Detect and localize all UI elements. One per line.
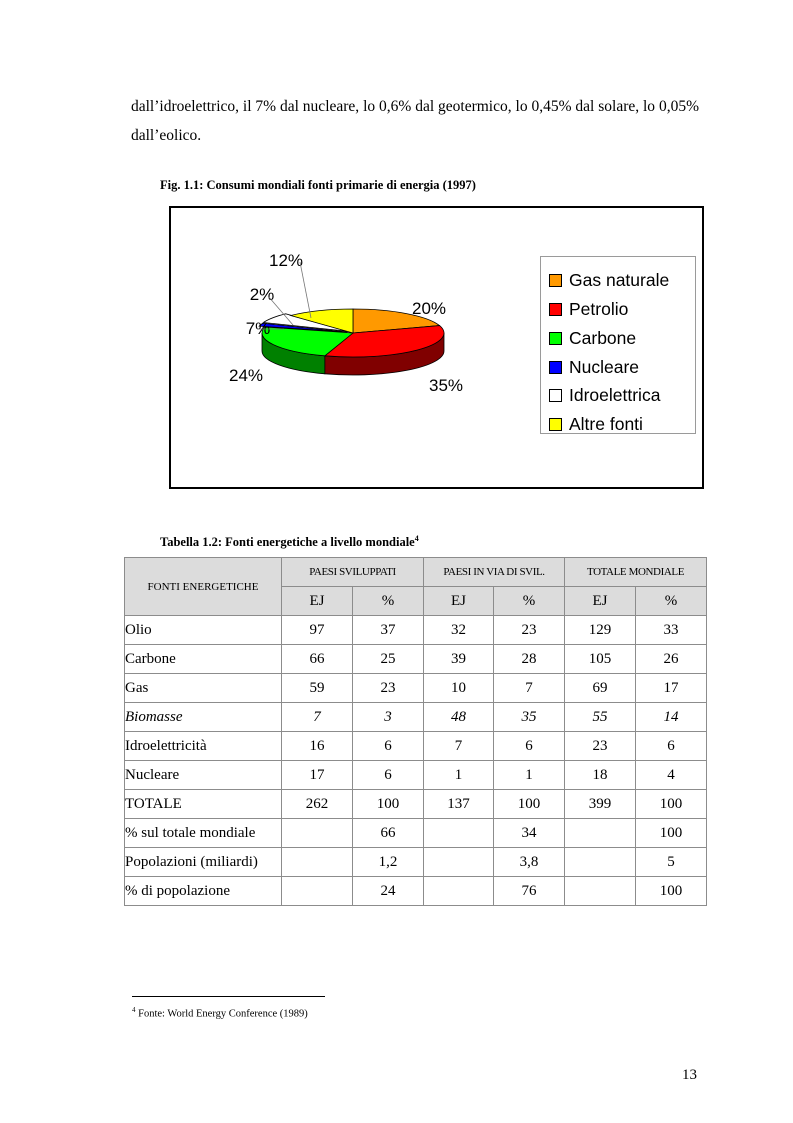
- table-cell: 1,2: [353, 848, 424, 877]
- table-cell: 66: [353, 819, 424, 848]
- table-row: [125, 703, 707, 732]
- pie-leader-line: [300, 262, 311, 318]
- table-cell: 69: [565, 674, 636, 703]
- table-cell: 7: [494, 674, 565, 703]
- table-caption: [160, 534, 419, 550]
- unit-header: %: [494, 587, 565, 616]
- table-cell: 100: [636, 819, 707, 848]
- table-cell: 3: [353, 703, 424, 732]
- legend-item-gas-naturale: [549, 267, 669, 293]
- table-cell: 66: [282, 645, 353, 674]
- row-label: Olio: [125, 616, 282, 645]
- body-paragraph: dall’idroelettrico, il 7% dal nucleare, lo 0,6% dal geotermico, lo 0,45% dal solare, lo 0,05% dall’eolico.: [131, 98, 699, 144]
- footnote: [132, 1006, 308, 1020]
- footnote-ref: 4: [414, 534, 419, 543]
- row-label: Carbone: [125, 645, 282, 674]
- table-row: [125, 645, 707, 674]
- table-cell: 7: [424, 732, 494, 761]
- unit-header: EJ: [424, 587, 494, 616]
- table-row: [125, 819, 707, 848]
- table-cell: 25: [353, 645, 424, 674]
- energy-table: [124, 557, 707, 906]
- table-cell: [565, 877, 636, 906]
- row-label: TOTALE: [125, 790, 282, 819]
- unit-header: %: [353, 587, 424, 616]
- group-header: PAESI SVILUPPATI: [282, 558, 424, 587]
- table-cell: 97: [282, 616, 353, 645]
- legend-label: Nucleare: [569, 356, 640, 377]
- table-cell: 17: [282, 761, 353, 790]
- pie-chart: [169, 206, 704, 489]
- footnote-marker: 4: [132, 1006, 136, 1014]
- table-cell: 14: [636, 703, 707, 732]
- table-row: [125, 848, 707, 877]
- unit-header: %: [636, 587, 707, 616]
- figure-caption: Fig. 1.1: Consumi mondiali fonti primarie di energia (1997): [160, 178, 476, 192]
- group-header: TOTALE MONDIALE: [565, 558, 707, 587]
- table-cell: 23: [565, 732, 636, 761]
- table-cell: 5: [636, 848, 707, 877]
- table-cell: [424, 877, 494, 906]
- legend-swatch: [549, 332, 562, 345]
- table-cell: 129: [565, 616, 636, 645]
- table-cell: 6: [494, 732, 565, 761]
- legend-label: Petrolio: [569, 298, 629, 319]
- table-cell: 24: [353, 877, 424, 906]
- table-cell: [282, 819, 353, 848]
- legend-swatch: [549, 389, 562, 402]
- table-cell: [424, 848, 494, 877]
- row-header: FONTI ENERGETICHE: [125, 558, 282, 616]
- legend-item-carbone: [549, 325, 636, 351]
- legend-label: Gas naturale: [569, 269, 670, 290]
- table-cell: 100: [494, 790, 565, 819]
- table-cell: 399: [565, 790, 636, 819]
- legend-item-idroelettrica: [549, 382, 660, 408]
- table-cell: [565, 848, 636, 877]
- table-cell: 137: [424, 790, 494, 819]
- table-row: [125, 790, 707, 819]
- row-label: Popolazioni (miliardi): [125, 848, 282, 877]
- legend-item-altre-fonti: [549, 411, 643, 437]
- row-label: % di popolazione: [125, 877, 282, 906]
- legend-item-petrolio: [549, 296, 628, 322]
- table-row: [125, 761, 707, 790]
- table-cell: 23: [494, 616, 565, 645]
- table-cell: [565, 819, 636, 848]
- pie-value-label: 20%: [411, 299, 447, 318]
- table-cell: 105: [565, 645, 636, 674]
- table-cell: 28: [494, 645, 565, 674]
- row-label: % sul totale mondiale: [125, 819, 282, 848]
- table-cell: 55: [565, 703, 636, 732]
- table-cell: 3,8: [494, 848, 565, 877]
- row-label: Idroelettricità: [125, 732, 282, 761]
- table-cell: 6: [353, 732, 424, 761]
- pie-value-label: 24%: [228, 366, 264, 385]
- table-row: [125, 877, 707, 906]
- legend-item-nucleare: [549, 354, 639, 380]
- table-cell: 48: [424, 703, 494, 732]
- unit-header: EJ: [282, 587, 353, 616]
- pie-value-label: 7%: [245, 319, 271, 338]
- table-cell: 59: [282, 674, 353, 703]
- table-cell: [424, 819, 494, 848]
- table-cell: 37: [353, 616, 424, 645]
- pie-value-label: 2%: [249, 285, 275, 304]
- table-cell: 17: [636, 674, 707, 703]
- table-cell: 1: [424, 761, 494, 790]
- table-row: [125, 616, 707, 645]
- table-caption-text: Tabella 1.2: Fonti energetiche a livello mondiale: [160, 535, 415, 550]
- table-row: [125, 674, 707, 703]
- table-cell: 32: [424, 616, 494, 645]
- pie-value-label: 35%: [428, 376, 464, 395]
- table-cell: 26: [636, 645, 707, 674]
- table-cell: 6: [353, 761, 424, 790]
- table-cell: [282, 877, 353, 906]
- table-cell: 16: [282, 732, 353, 761]
- pie-value-label: 12%: [268, 251, 304, 270]
- table-cell: 10: [424, 674, 494, 703]
- table-cell: 100: [636, 790, 707, 819]
- footnote-text: Fonte: World Energy Conference (1989): [138, 1008, 308, 1020]
- chart-legend: [540, 256, 696, 434]
- row-label: Nucleare: [125, 761, 282, 790]
- table-cell: 18: [565, 761, 636, 790]
- row-label: Biomasse: [125, 703, 282, 732]
- legend-swatch: [549, 274, 562, 287]
- table-cell: 23: [353, 674, 424, 703]
- legend-swatch: [549, 418, 562, 431]
- page-number: 13: [682, 1067, 697, 1083]
- table-cell: 262: [282, 790, 353, 819]
- table-cell: 6: [636, 732, 707, 761]
- table-row: [125, 732, 707, 761]
- table-cell: 34: [494, 819, 565, 848]
- legend-label: Altre fonti: [569, 413, 643, 434]
- table-cell: 4: [636, 761, 707, 790]
- footnote-rule: [132, 996, 325, 997]
- unit-header: EJ: [565, 587, 636, 616]
- legend-swatch: [549, 361, 562, 374]
- table-cell: 39: [424, 645, 494, 674]
- legend-swatch: [549, 303, 562, 316]
- table-cell: [282, 848, 353, 877]
- row-label: Gas: [125, 674, 282, 703]
- legend-label: Idroelettrica: [569, 384, 661, 405]
- table-cell: 76: [494, 877, 565, 906]
- table-cell: 33: [636, 616, 707, 645]
- table-cell: 35: [494, 703, 565, 732]
- group-header: PAESI IN VIA DI SVIL.: [424, 558, 565, 587]
- table-cell: 1: [494, 761, 565, 790]
- table-cell: 100: [636, 877, 707, 906]
- legend-label: Carbone: [569, 327, 637, 348]
- table-cell: 7: [282, 703, 353, 732]
- table-cell: 100: [353, 790, 424, 819]
